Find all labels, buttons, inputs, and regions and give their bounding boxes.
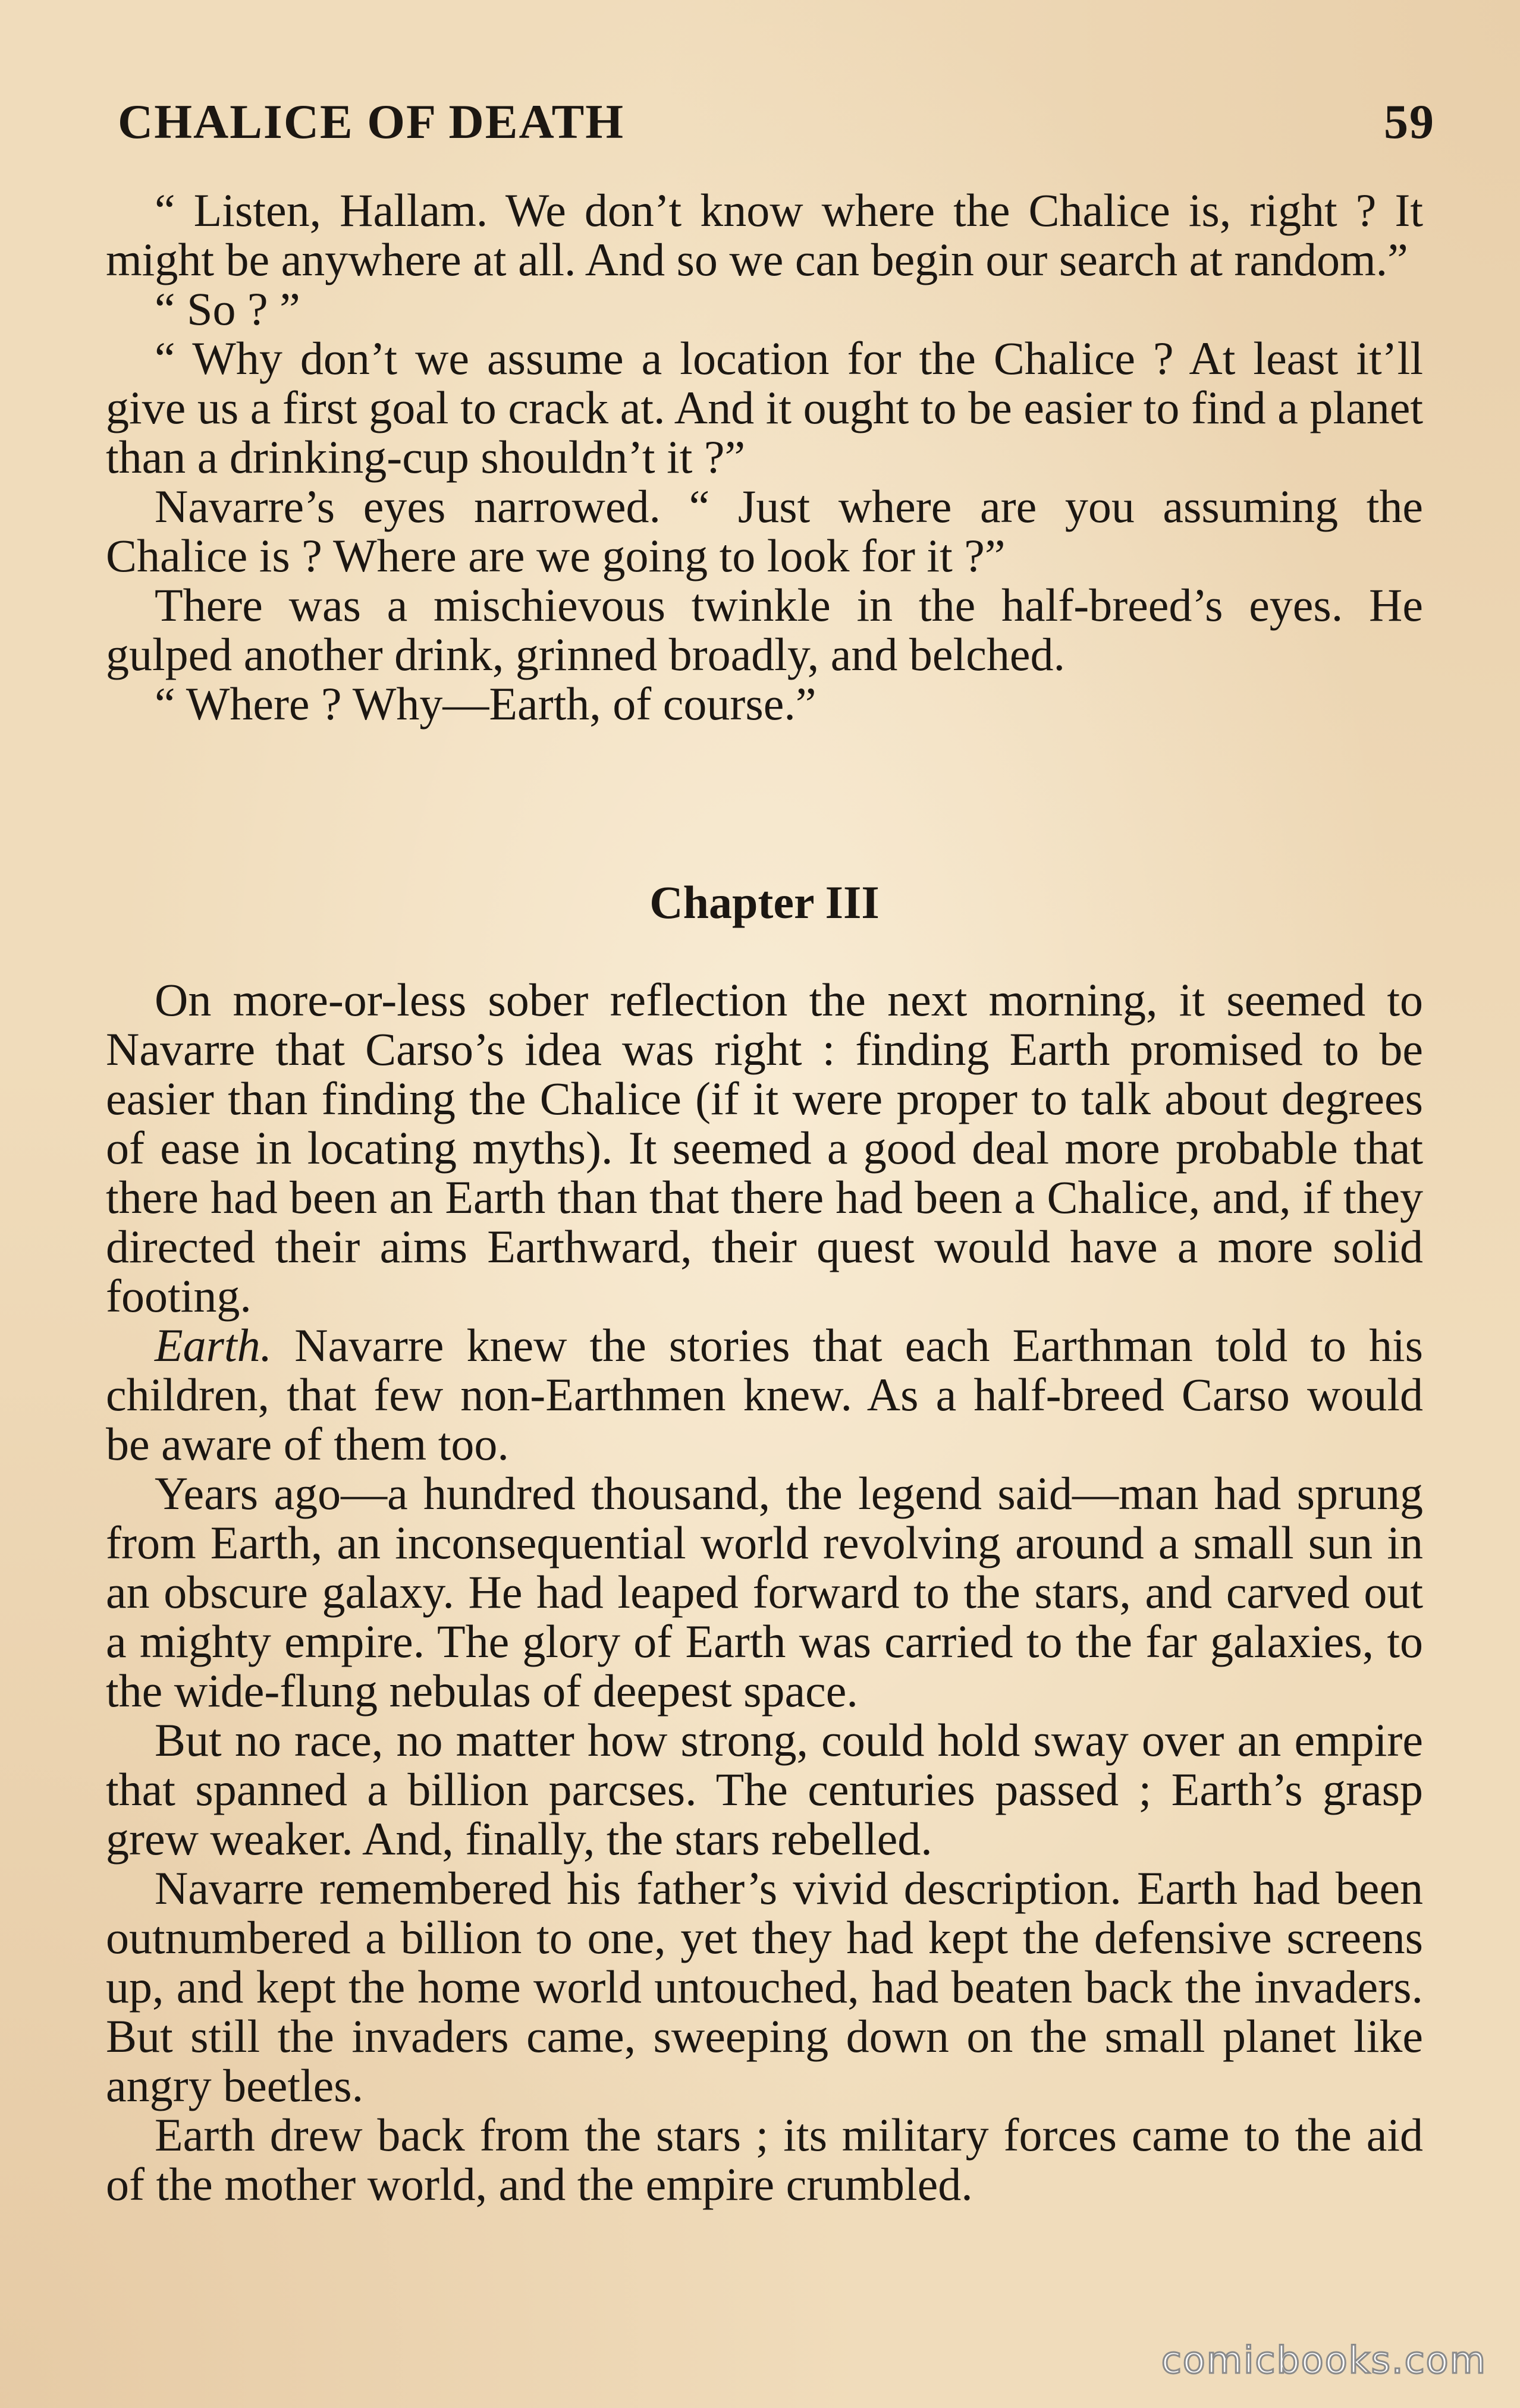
paragraph: “ Listen, Hallam. We don’t know where the Chalice is, right ? It might be anywhere at all. And so we can begin our search at random.” [106, 184, 1423, 285]
chapter-heading: Chapter III [649, 876, 880, 928]
italic-lead: Earth. [155, 1319, 272, 1371]
chapter-body [106, 975, 1423, 2209]
book-title: CHALICE OF DEATH [118, 95, 625, 149]
paragraph: But no race, no matter how strong, could hold sway over an empire that spanned a billion parcses. The centuries passed ; Earth’s grasp grew weaker. And, finally, the stars rebelled. [106, 1714, 1423, 1865]
paragraph: “ Where ? Why—Earth, of course.” [155, 678, 816, 730]
paragraph: Navarre remembered his father’s vivid description. Earth had been outnumbered a billion to one, yet they had kept the defensive screens up, and kept the home world untouched, had beaten back the invaders. But still the invaders came, sweeping down on the small planet like angry beetles. [106, 1862, 1423, 2111]
paragraph: Earth drew back from the stars ; its military forces came to the aid of the mother world, and the empire crumbled. [106, 2109, 1423, 2210]
paragraph: Years ago—a hundred thousand, the legend said—man had sprung from Earth, an inconsequential world revolving around a small sun in an obscure galaxy. He had leaped forward to the stars, and carved out a mighty empire. The glory of Earth was carried to the far galaxies, to the wide-flung nebulas of deepest space. [106, 1467, 1423, 1717]
watermark: comicbooks.com [1161, 2338, 1487, 2382]
dialogue-section [106, 186, 1423, 728]
paragraph: Navarre’s eyes narrowed. “ Just where are you assuming the Chalice is ? Where are we going to look for it ?” [106, 480, 1423, 581]
running-head [118, 89, 1435, 155]
paragraph: There was a mischievous twinkle in the half-breed’s eyes. He gulped another drink, grinned broadly, and belched. [106, 579, 1423, 680]
paragraph: On more-or-less sober reflection the next morning, it seemed to Navarre that Carso’s idea was right : finding Earth promised to be easier than finding the Chalice (if it were proper to talk about degrees of ease in locating myths). It seemed a good deal more probable that there had been an Earth than that there had been a Chalice, and, if they directed their aims Earthward, their quest would have a more solid footing. [106, 974, 1423, 1322]
paragraph: “ So ? ” [155, 283, 300, 335]
paragraph-text: Navarre knew the stories that each Earthman told to his children, that few non-Earthmen knew. As a half-breed Carso would be aware of them too. [106, 1319, 1423, 1470]
paragraph: “ Why don’t we assume a location for the Chalice ? At least it’ll give us a first goal to crack at. And it ought to be easier to find a planet than a drinking-cup shouldn’t it ?” [106, 332, 1423, 483]
paragraph-earth [106, 1321, 1423, 1469]
page-number: 59 [1384, 95, 1435, 149]
